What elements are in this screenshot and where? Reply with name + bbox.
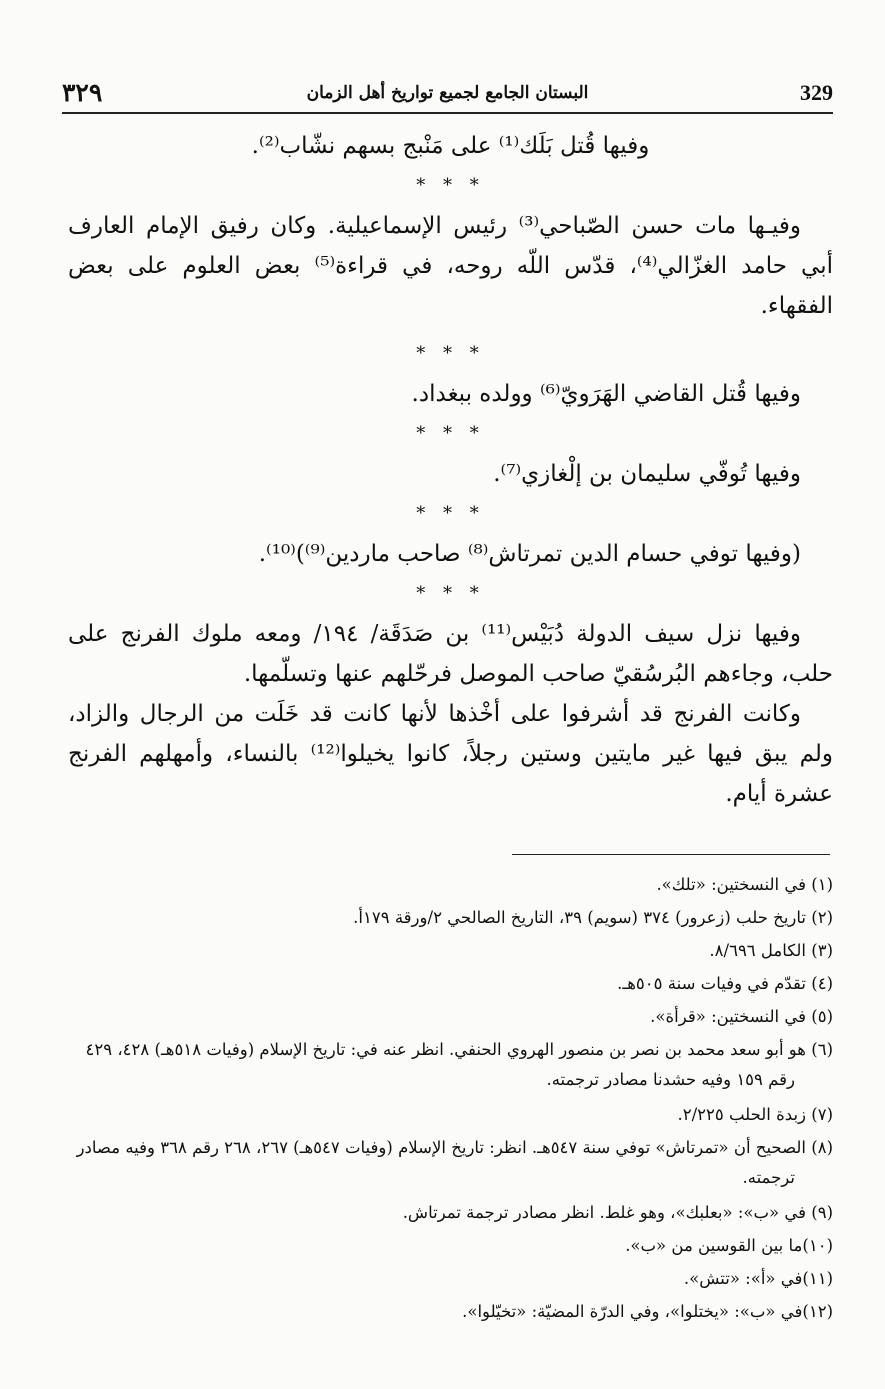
footnote: (٩) في «ب»: «بعلبك»، وهو غلط. انظر مصادر ترجمة تمرتاش.: [402, 1203, 833, 1222]
footnote: (٧) زبدة الحلب ٢/٢٢٥.: [677, 1105, 833, 1124]
paragraph-3: وفيها قُتل القاضي الهَرَويّ⁽⁶⁾ وولده ببغداد.: [411, 381, 801, 407]
footnote: (٢) تاريخ حلب (زعرور) ٣٧٤ (سويم) ٣٩، التاريخ الصالحي ٢/ورقة ١٧٩أ.: [353, 908, 833, 927]
paragraph-1: وفيها قُتل بَلَك⁽¹⁾ على مَنْبج بسهم نشّاب⁽²⁾.: [251, 133, 650, 159]
page-number-latin: 329: [800, 80, 833, 105]
footnote: (١٠)ما بين القوسين من «ب».: [625, 1236, 833, 1255]
page-number-arabic: ٣٢٩: [62, 78, 103, 107]
footnote: (١) في النسختين: «تلك».: [656, 875, 833, 894]
paragraph-4: وفيها تُوفّي سليمان بن إلْغازي⁽⁷⁾.: [493, 461, 801, 487]
footnote: (٤) تقدّم في وفيات سنة ٥٠٥هـ.: [617, 974, 833, 993]
paragraph-5: (وفيها توفي حسام الدين تمرتاش⁽⁸⁾ صاحب ماردين⁽⁹⁾)⁽¹⁰⁾.: [258, 541, 801, 567]
separator-stars: * * *: [416, 503, 485, 524]
footnote: (٥) في النسختين: «قرأة».: [650, 1007, 833, 1026]
running-title: البستان الجامع لجميع تواريخ أهل الزمان: [306, 83, 589, 103]
main-text: [68, 126, 833, 814]
separator-stars: * * *: [416, 343, 485, 364]
footnote: (٣) الكامل ٨/٦٩٦.: [709, 941, 833, 960]
separator-stars: * * *: [416, 583, 485, 604]
footnote: (٦) هو أبو سعد محمد بن نصر بن منصور الهروي الحنفي. انظر عنه في: تاريخ الإسلام (وفيات ٥١٨هـ) ٤٢٨، ٤٢٩ رقم ١٥٩ وفيه حشدنا مصادر ترجمته.: [85, 1040, 833, 1089]
footnotes: [68, 868, 833, 1328]
separator-stars: * * *: [416, 423, 485, 444]
footnote: (١١)في «أ»: «تتش».: [683, 1269, 833, 1288]
paragraph-6: وفيها نزل سيف الدولة دُبَيْس⁽¹¹⁾ بن صَدَقَة/ ١٩٤/ ومعه ملوك الفرنج على حلب، وجاءهم البُرسُقيّ صاحب الموصل فرحّلهم عنها وتسلّمها.: [68, 621, 833, 687]
footnote: (٨) الصحيح أن «تمرتاش» توفي سنة ٥٤٧هـ. انظر: تاريخ الإسلام (وفيات ٥٤٧هـ) ٢٦٧، ٢٦٨ رقم ٣٦٨ وفيه مصادر ترجمته.: [76, 1138, 833, 1187]
paragraph-7: وكانت الفرنج قد أشرفوا على أخْذها لأنها كانت قد خَلَت من الرجال والزاد، ولم يبق فيها غير مايتين وستين رجلاً، كانوا يخيلوا⁽¹²⁾ بالنساء، وأمهلهم الفرنج عشرة أيام.: [68, 701, 833, 807]
footnote-rule: [512, 854, 830, 855]
page-header: [62, 78, 833, 114]
separator-stars: * * *: [416, 175, 485, 196]
footnote: (١٢)في «ب»: «يختلوا»، وفي الدرّة المضيّة: «تخيّلوا».: [462, 1302, 833, 1321]
paragraph-2: وفيـها مات حسن الصّباحي⁽³⁾ رئيس الإسماعيلية. وكان رفيق الإمام العارف أبي حامد الغزّالي⁽⁴⁾، قدّس اللّه روحه، في قراءة⁽⁵⁾ بعض العلوم على بعض الفقهاء.: [68, 213, 833, 319]
